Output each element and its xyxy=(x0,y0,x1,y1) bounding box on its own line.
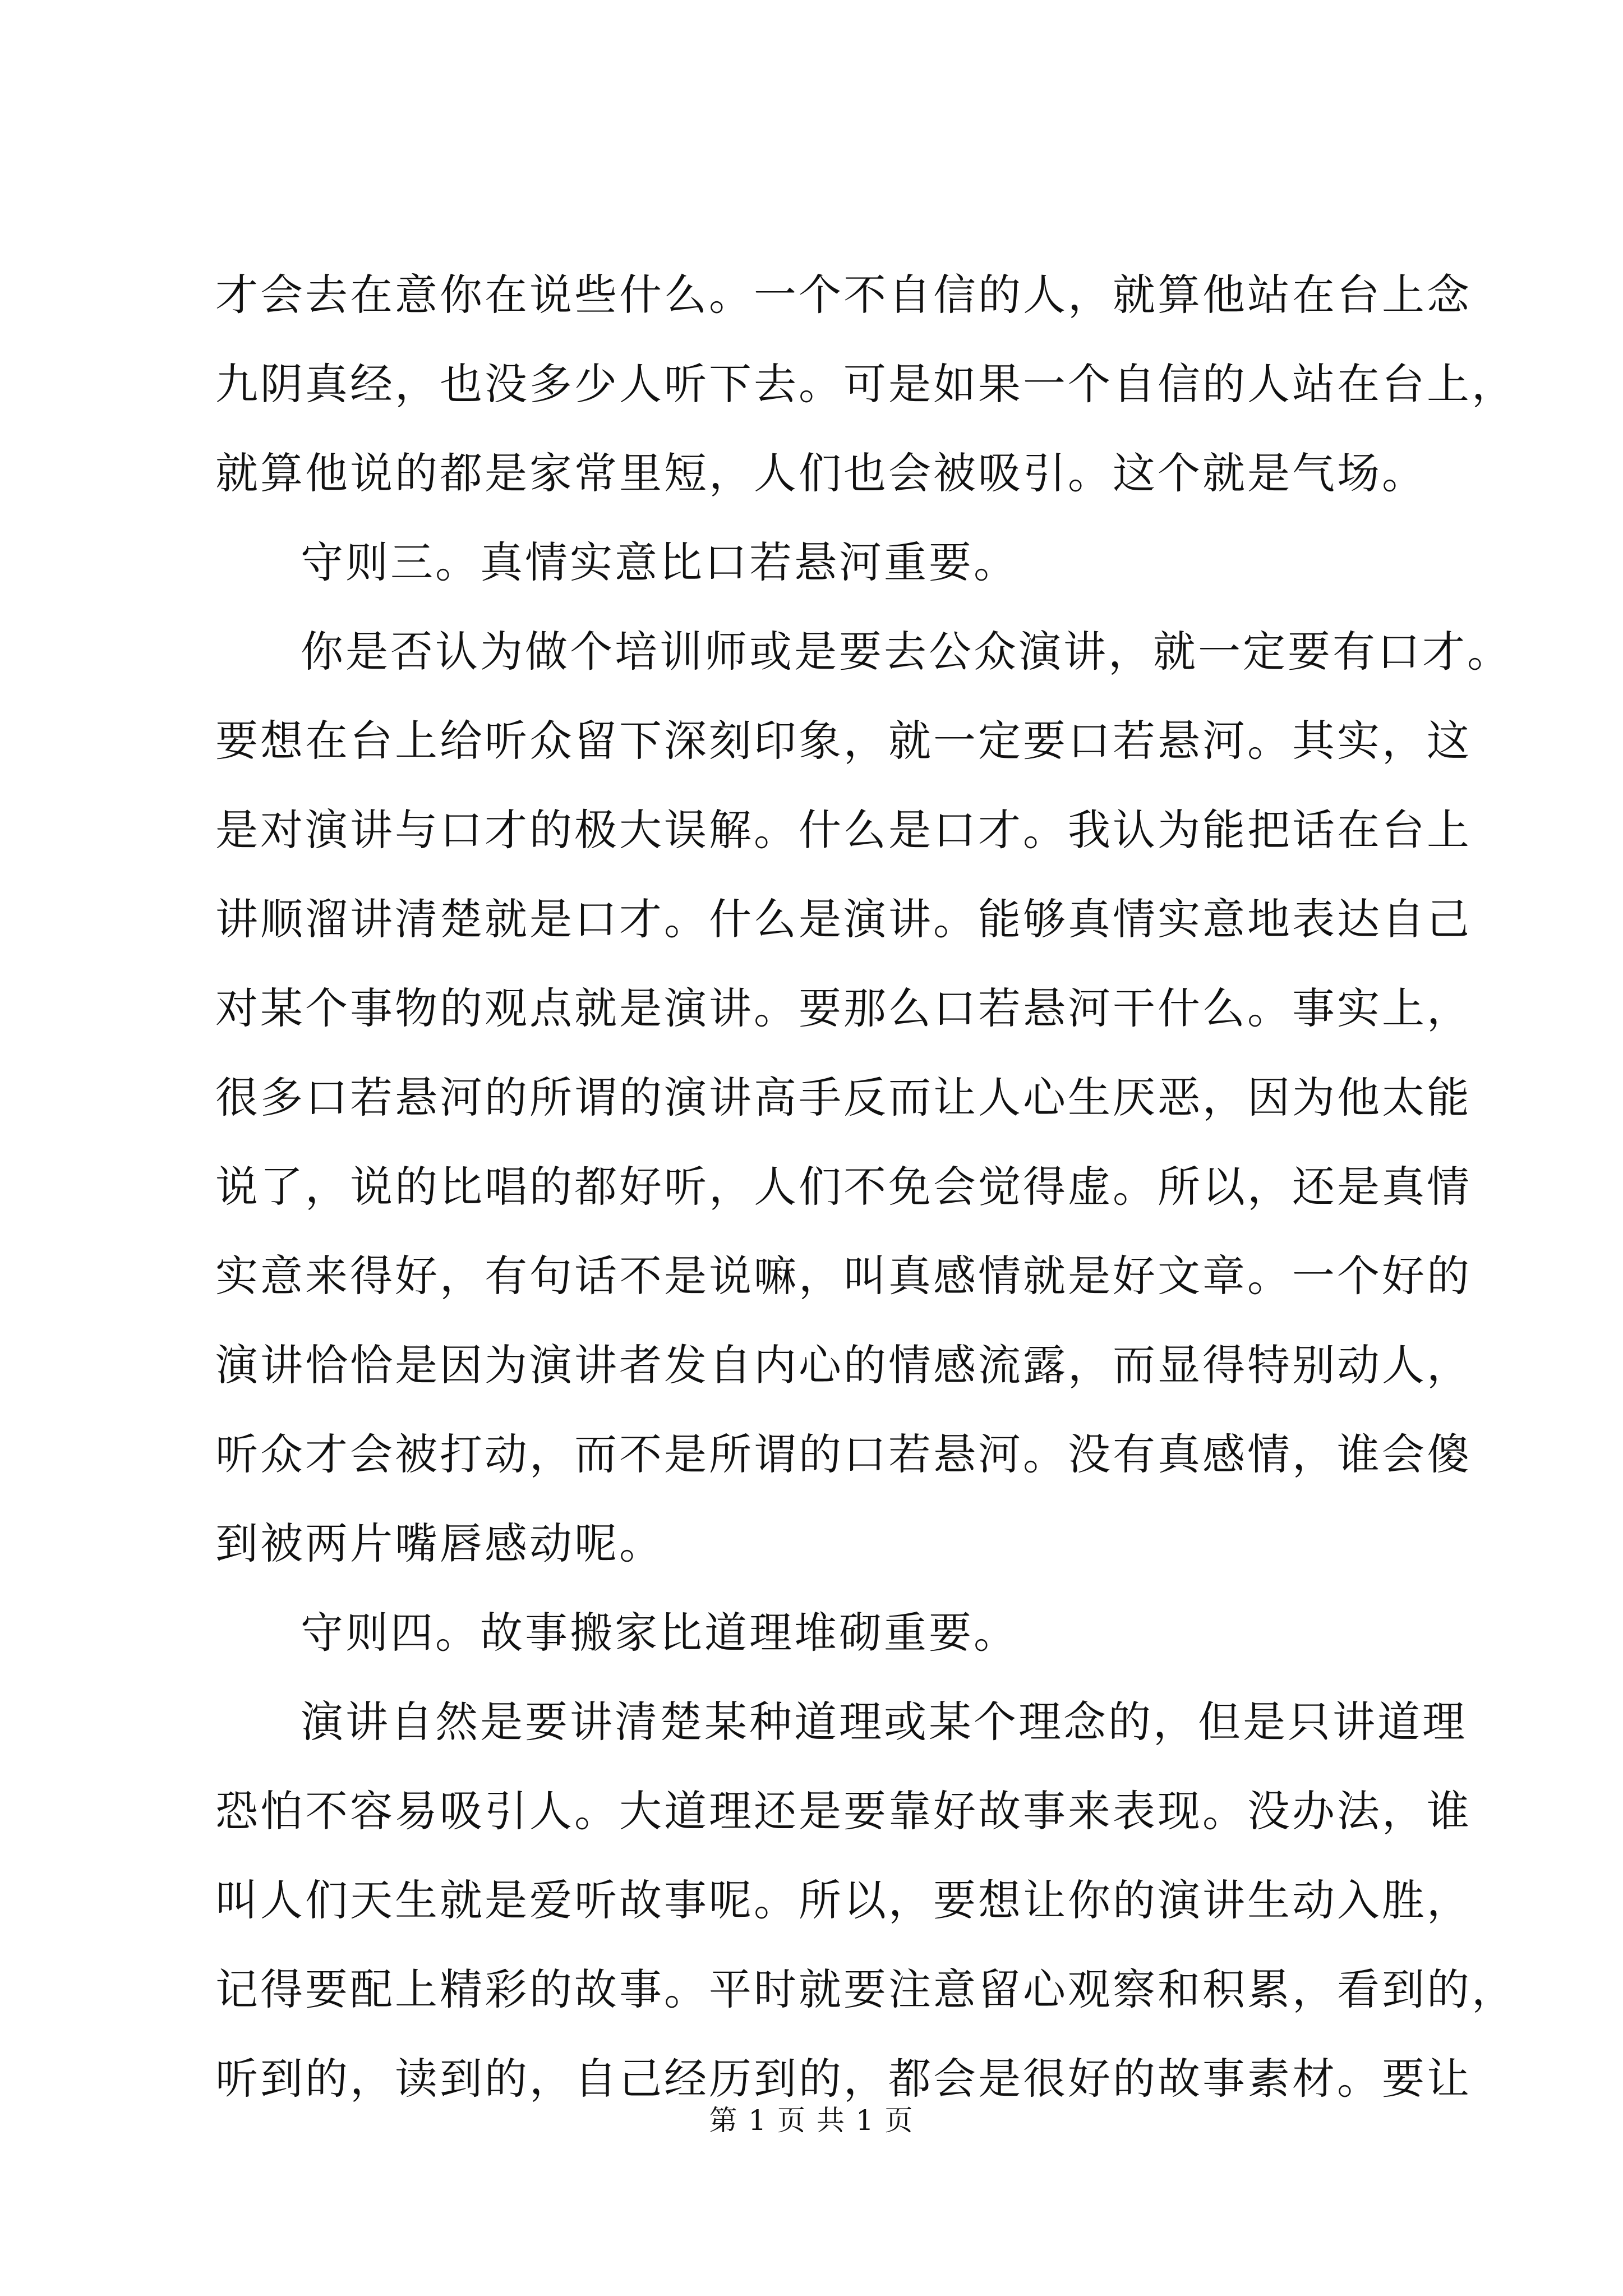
text-line: 对某个事物的观点就是演讲。要那么口若悬河干什么。事实上， xyxy=(215,983,1472,1033)
text-line: 听众才会被打动，而不是所谓的口若悬河。没有真感情，谁会傻 xyxy=(215,1429,1472,1479)
text-line: 记得要配上精彩的故事。平时就要注意留心观察和积累，看到的， xyxy=(215,1964,1516,2014)
text-line: 恐怕不容易吸引人。大道理还是要靠好故事来表现。没办法，谁 xyxy=(215,1786,1472,1836)
body-text xyxy=(215,264,1516,2137)
text-line: 九阴真经，也没多少人听下去。可是如果一个自信的人站在台上， xyxy=(215,359,1516,409)
text-line: 很多口若悬河的所谓的演讲高手反而让人心生厌恶，因为他太能 xyxy=(215,1073,1472,1122)
section-heading: 守则四。故事搬家比道理堆砌重要。 xyxy=(301,1608,1018,1658)
text-line: 叫人们天生就是爱听故事呢。所以，要想让你的演讲生动入胜， xyxy=(215,1875,1472,1925)
text-line: 才会去在意你在说些什么。一个不自信的人，就算他站在台上念 xyxy=(215,270,1472,320)
text-line: 听到的，读到的，自己经历到的，都会是很好的故事素材。要让 xyxy=(215,2054,1472,2104)
text-line: 讲顺溜讲清楚就是口才。什么是演讲。能够真情实意地表达自己 xyxy=(215,894,1472,944)
text-line: 演讲恰恰是因为演讲者发自内心的情感流露，而显得特别动人， xyxy=(215,1340,1472,1390)
text-line: 要想在台上给听众留下深刻印象，就一定要口若悬河。其实，这 xyxy=(215,716,1472,766)
text-line: 是对演讲与口才的极大误解。什么是口才。我认为能把话在台上 xyxy=(215,805,1472,855)
text-line: 就算他说的都是家常里短，人们也会被吸引。这个就是气场。 xyxy=(215,448,1427,498)
paragraph-start-line: 演讲自然是要讲清楚某种道理或某个理念的，但是只讲道理 xyxy=(301,1697,1467,1747)
section-heading: 守则三。真情实意比口若悬河重要。 xyxy=(301,537,1018,587)
text-line: 说了，说的比唱的都好听，人们不免会觉得虚。所以，还是真情 xyxy=(215,1162,1472,1212)
paragraph-start-line: 你是否认为做个培训师或是要去公众演讲，就一定要有口才。 xyxy=(301,627,1512,677)
text-line: 实意来得好，有句话不是说嘛，叫真感情就是好文章。一个好的 xyxy=(215,1251,1472,1301)
page-footer: 第 1 页 共 1 页 xyxy=(709,2104,914,2137)
text-line: 到被两片嘴唇感动呢。 xyxy=(215,1519,664,1568)
